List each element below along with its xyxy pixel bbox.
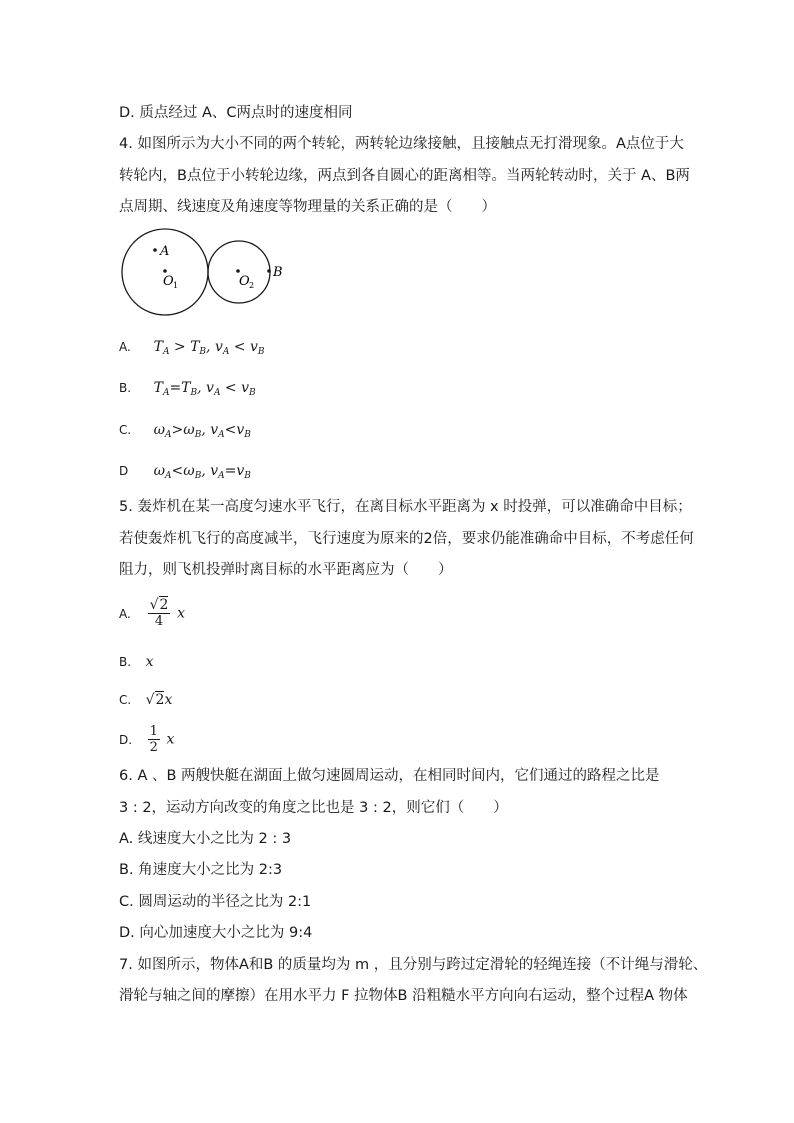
q5-option-b-var: x xyxy=(145,654,154,670)
q5-option-c: C. √2x xyxy=(119,692,173,708)
q6-stem-line-2: 3 : 2，运动方向改变的角度之比也是 3 : 2，则它们（ ） xyxy=(119,800,508,816)
q4-option-a-formula: $T_A > T_B$, $v_A < v_B$ xyxy=(153,339,265,357)
q4-option-a xyxy=(119,337,265,362)
q6-option-b: B. 角速度大小之比为 2:3 xyxy=(119,862,283,878)
center-o1-subscript: 1 xyxy=(173,281,179,290)
q6-stem-line-1: 6. A 、B 两艘快艇在湖面上做匀速圆周运动，在相同时间内，它们通过的路程之比是 xyxy=(119,768,660,784)
q5-option-d xyxy=(119,724,174,755)
center-o2-label: O xyxy=(239,274,250,289)
q5-option-a-radicand: 2 xyxy=(159,597,169,613)
q6-option-d: D. 向心加速度大小之比为 9:4 xyxy=(119,925,313,941)
center-o1-label: O xyxy=(163,274,174,289)
q5-option-b-label: B. xyxy=(119,655,132,669)
q5-option-c-var: x xyxy=(164,692,173,708)
point-a-label: A xyxy=(160,244,170,259)
q5-option-c-label: C. xyxy=(119,693,132,707)
q4-wheels-figure xyxy=(118,228,298,318)
point-b-label: B xyxy=(273,265,283,280)
q4-option-c xyxy=(119,420,251,445)
q4-option-b xyxy=(119,378,256,403)
q5-option-a-label: A. xyxy=(119,606,131,621)
point-b-dot xyxy=(267,269,271,273)
q4-option-b-formula: $T_A=T_B$, $v_A < v_B$ xyxy=(153,380,256,398)
q5-option-d-fraction xyxy=(148,724,160,755)
q7-stem-line-2: 滑轮与轴之间的摩擦）在用水平力 F 拉物体B 沿粗糙水平方向向右运动，整个过程A 物体 xyxy=(119,988,688,1004)
q5-option-a xyxy=(119,598,185,629)
q6-option-c: C. 圆周运动的半径之比为 2:1 xyxy=(119,894,312,910)
q5-stem-line-3: 阻力，则飞机投弹时离目标的水平距离应为（ ） xyxy=(119,562,453,578)
center-o1-dot xyxy=(163,269,167,273)
q4-option-c-label: C. xyxy=(119,423,132,437)
q5-option-b xyxy=(119,652,154,672)
q5-option-a-denominator: 4 xyxy=(154,614,164,629)
q5-option-a-var: x xyxy=(177,605,185,622)
q4-option-d-formula: $\omega_A<\omega_B$, $v_A=v_B$ xyxy=(153,463,251,481)
q5-option-c-radicand: 2 xyxy=(155,692,165,708)
q4-option-b-label: B. xyxy=(119,381,132,395)
q4-stem-line-2: 转轮内，B点位于小转轮边缘，两点到各自圆心的距离相等。当两轮转动时，关于 A、B两 xyxy=(119,168,690,184)
center-o2-subscript: 2 xyxy=(249,281,255,290)
q5-option-d-denominator: 2 xyxy=(149,740,158,755)
q5-option-a-fraction: $\frac{√2}{4}$ xyxy=(149,597,169,629)
q4-stem-line-3: 点周期、线速度及角速度等物理量的关系正确的是（ ） xyxy=(119,199,496,215)
q7-stem-line-1: 7. 如图所示，物体A和B 的质量均为 m ，且分别与跨过定滑轮的轻绳连接（不计绳与滑轮、 xyxy=(119,957,708,973)
q4-option-d-label: D xyxy=(119,464,129,478)
q3-option-d: D. 质点经过 A、C两点时的速度相同 xyxy=(119,105,353,121)
q5-option-d-label: D. xyxy=(119,732,133,747)
q4-stem-line-1: 4. 如图所示为大小不同的两个转轮，两转轮边缘接触，且接触点无打滑现象。A点位于大 xyxy=(119,136,684,152)
q5-option-d-var: x xyxy=(166,731,175,748)
q4-option-d xyxy=(119,461,251,486)
q5-stem-line-1: 5. 轰炸机在某一高度匀速水平飞行，在离目标水平距离为 x 时投弹，可以准确命中目标； xyxy=(119,499,692,515)
point-a-dot xyxy=(153,248,157,252)
q5-stem-line-2: 若使轰炸机飞行的高度减半，飞行速度为原来的2倍，要求仍能准确命中目标，不考虑任何 xyxy=(119,531,694,547)
q5-option-d-numerator: 1 xyxy=(149,724,158,739)
q6-option-a: A. 线速度大小之比为 2 : 3 xyxy=(119,831,292,847)
q4-option-c-formula: $\omega_A>\omega_B$, $v_A<v_B$ xyxy=(153,422,251,440)
q4-option-a-label: A. xyxy=(119,340,131,354)
center-o2-dot xyxy=(236,269,240,273)
